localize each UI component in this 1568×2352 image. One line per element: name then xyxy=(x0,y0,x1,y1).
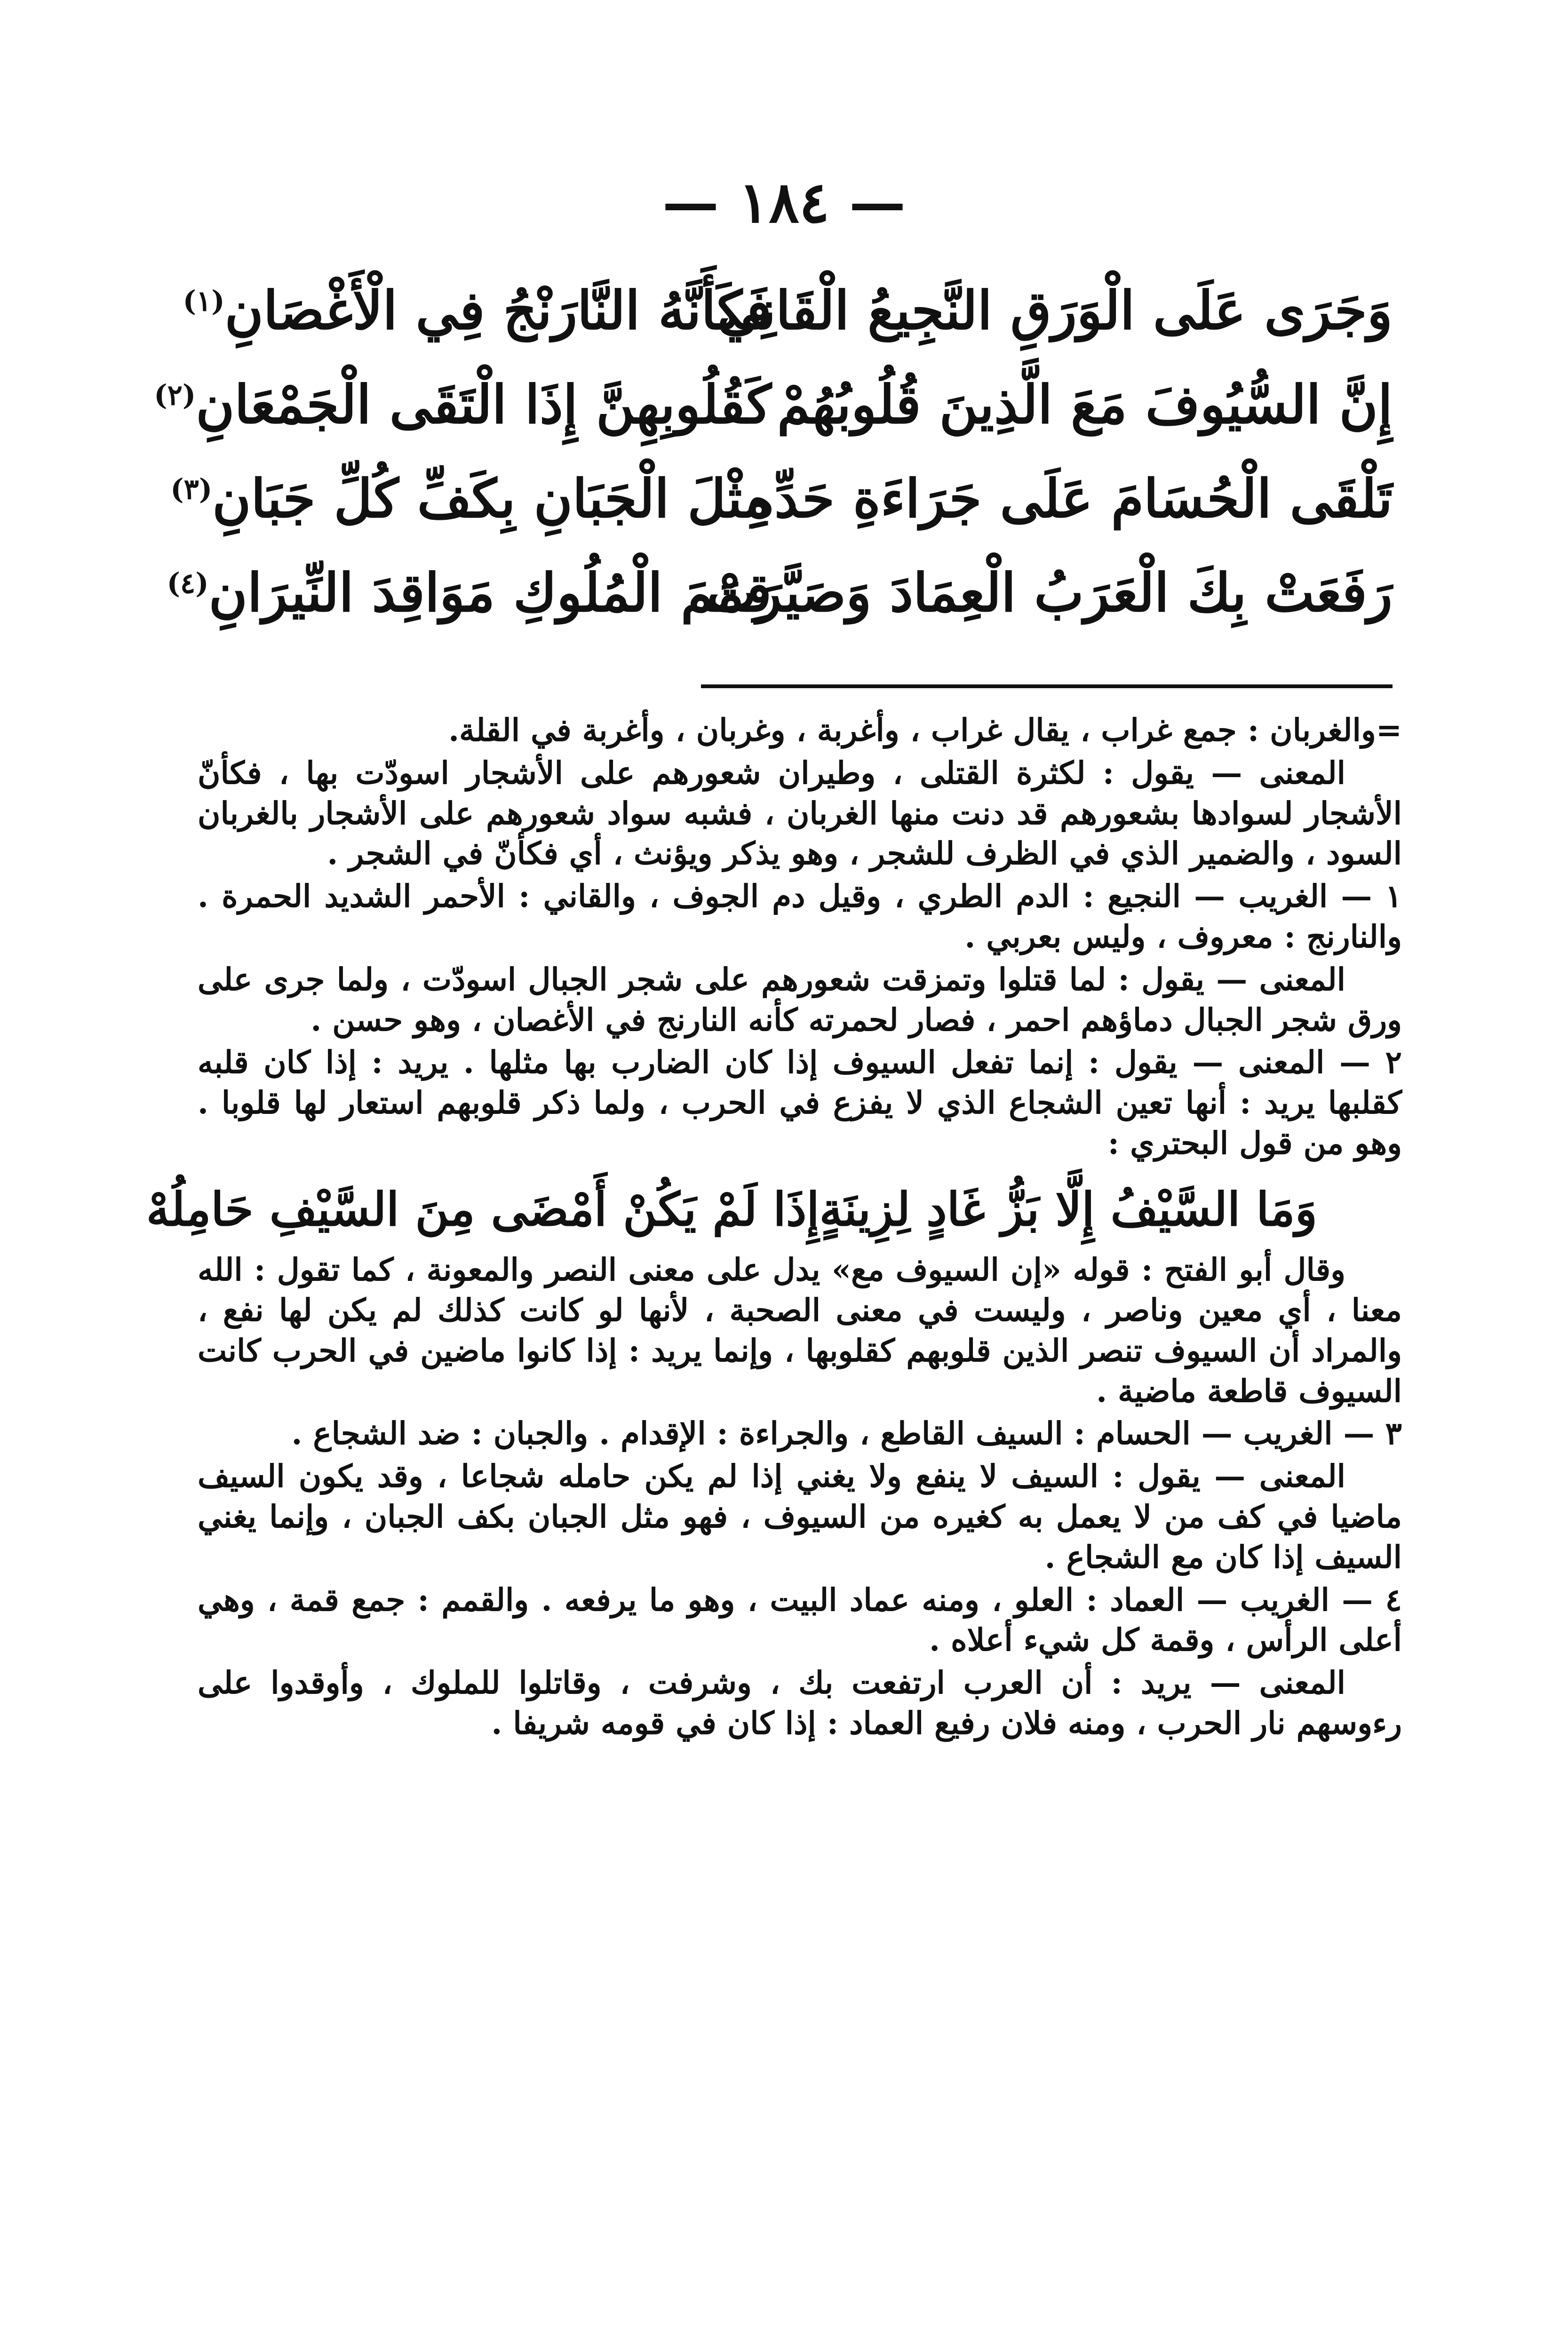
footnote-divider xyxy=(701,684,1393,688)
verse-4-second-text: قِمَمَ الْمُلُوكِ مَوَاقِدَ النِّيرَانِ xyxy=(208,562,772,624)
verse-3-second-hemistich xyxy=(170,468,772,530)
note-paragraph: ٣ — الغريب — الحسام : السيف القاطع ، والجراءة : الإقدام . والجبان : ضد الشجاع . xyxy=(291,1415,1402,1452)
note-paragraph: المعنى — يقول : لما قتلوا وتمزقت شعورهم على شجر الجبال اسودّت ، ولما جرى على ورق شجر الجبال دماؤهم احمر ، فصار لحمرته كأنه النارنج في الأغصان ، وهو حسن . xyxy=(198,961,1402,1038)
note-paragraph: المعنى — يريد : أن العرب ارتفعت بك ، وشرفت ، وقاتلوا للملوك ، وأوقدوا على رءوسهم نار الحرب ، ومنه فلان رفيع العماد : إذا كان في قومه شريفا . xyxy=(198,1664,1402,1741)
note-paragraph: المعنى — يقول : السيف لا ينفع ولا يغني إذا لم يكن حامله شجاعا ، وقد يكون السيف ماضيا في كف من لا يعمل به كغيره من السيوف ، فهو مثل الجبان بكف الجبان ، وإنما يغني السيف إذا كان مع الشجاع . xyxy=(198,1458,1402,1575)
quoted-verse xyxy=(146,1180,1317,1240)
verse-4 xyxy=(167,546,1393,640)
note-paragraph: ٢ — المعنى — يقول : إنما تفعل السيوف إذا كان الضارب بها مثلها . يريد : إذا كان قلبه كقلبها يريد : أنها تعين الشجاع الذي لا يفزع في الحرب ، ولما ذكر قلوبهم استعار لها قلوبا . وهو من قول البحتري : xyxy=(198,1044,1402,1161)
verse-1-second-hemistich xyxy=(183,279,772,342)
verse-2-second-text: كَقُلُوبِهِنَّ إِذَا الْتَقَى الْجَمْعَانِ xyxy=(196,373,772,436)
footnote-ref-1: (١) xyxy=(183,285,225,318)
quoted-verse-first-hemistich: وَمَا السَّيْفُ إِلَّا بَزُّ غَادٍ لِزِينَةٍ xyxy=(819,1182,1317,1237)
verse-1-second-text: فَكَأَنَّهُ النَّارَنْجُ فِي الْأَغْصَانِ xyxy=(224,279,772,342)
verse-1 xyxy=(183,263,1393,358)
verse-4-second-hemistich xyxy=(167,562,772,624)
verse-4-first-hemistich: رَفَعَتْ بِكَ الْعَرَبُ الْعِمَادَ وَصَيَّرَتْ xyxy=(707,562,1393,624)
commentary xyxy=(146,710,1402,1746)
verse-2-first-hemistich: إِنَّ السُّيُوفَ مَعَ الَّذِينَ قُلُوبُهُمْ xyxy=(777,373,1393,436)
poem xyxy=(154,263,1393,640)
note-paragraph: ٤ — الغريب — العماد : العلو ، ومنه عماد البيت ، وهو ما يرفعه . والقمم : جمع قمة ، وهي أعلى الرأس ، وقمة كل شيء أعلاه . xyxy=(198,1581,1402,1659)
verse-3 xyxy=(170,452,1393,546)
note-paragraph: وقال أبو الفتح : قوله «إن السيوف مع» يدل على معنى النصر والمعونة ، كما تقول : الله معنا ، أي معين وناصر ، وليست في معنى الصحبة ، لأنها لو كانت كذلك لم يكن لها نفع ، والمراد أن السيوف تنصر الذين قلوبهم كقلوبها ، وإنما يريد : إذا كانوا ماضين في الحرب كانت السيوف قاطعة ماضية . xyxy=(198,1251,1402,1409)
verse-3-second-text: مِثْلَ الْجَبَانِ بِكَفِّ كُلِّ جَبَانِ xyxy=(212,468,772,530)
quoted-verse-second-hemistich: إِذَا لَمْ يَكُنْ أَمْضَى مِنَ السَّيْفِ حَامِلُهْ xyxy=(146,1182,820,1237)
verse-2-second-hemistich xyxy=(154,373,772,436)
footnote-ref-4: (٤) xyxy=(167,567,209,600)
page-number: — ١٨٤ — xyxy=(662,169,906,236)
note-paragraph: ١ — الغريب — النجيع : الدم الطري ، وقيل دم الجوف ، والقاني : الأحمر الشديد الحمرة . والنارنج : معروف ، وليس بعربي . xyxy=(198,878,1402,955)
footnote-ref-2: (٢) xyxy=(154,379,196,412)
verse-2 xyxy=(154,358,1393,452)
note-paragraph: المعنى — يقول : لكثرة القتلى ، وطيران شعورهم على الأشجار اسودّت بها ، فكأنّ الأشجار لسوادها بشعورهم قد دنت منها الغربان ، فشبه سواد شعورهم على الأشجار بالغربان السود ، والضمير الذي في الظرف للشجر ، وهو يذكر ويؤنث ، أي فكأنّ في الشجر . xyxy=(198,754,1402,872)
note-paragraph: =والغربان : جمع غراب ، يقال غراب ، وأغربة ، وغربان ، وأغربة في القلة. xyxy=(448,712,1402,748)
verse-3-first-hemistich: تَلْقَى الْحُسَامَ عَلَى جَرَاءَةِ حَدِّهِ xyxy=(747,468,1393,530)
footnote-ref-3: (٣) xyxy=(170,473,213,506)
verse-1-first-hemistich: وَجَرَى عَلَى الْوَرَقِ النَّجِيعُ الْقَانِي xyxy=(717,279,1393,342)
